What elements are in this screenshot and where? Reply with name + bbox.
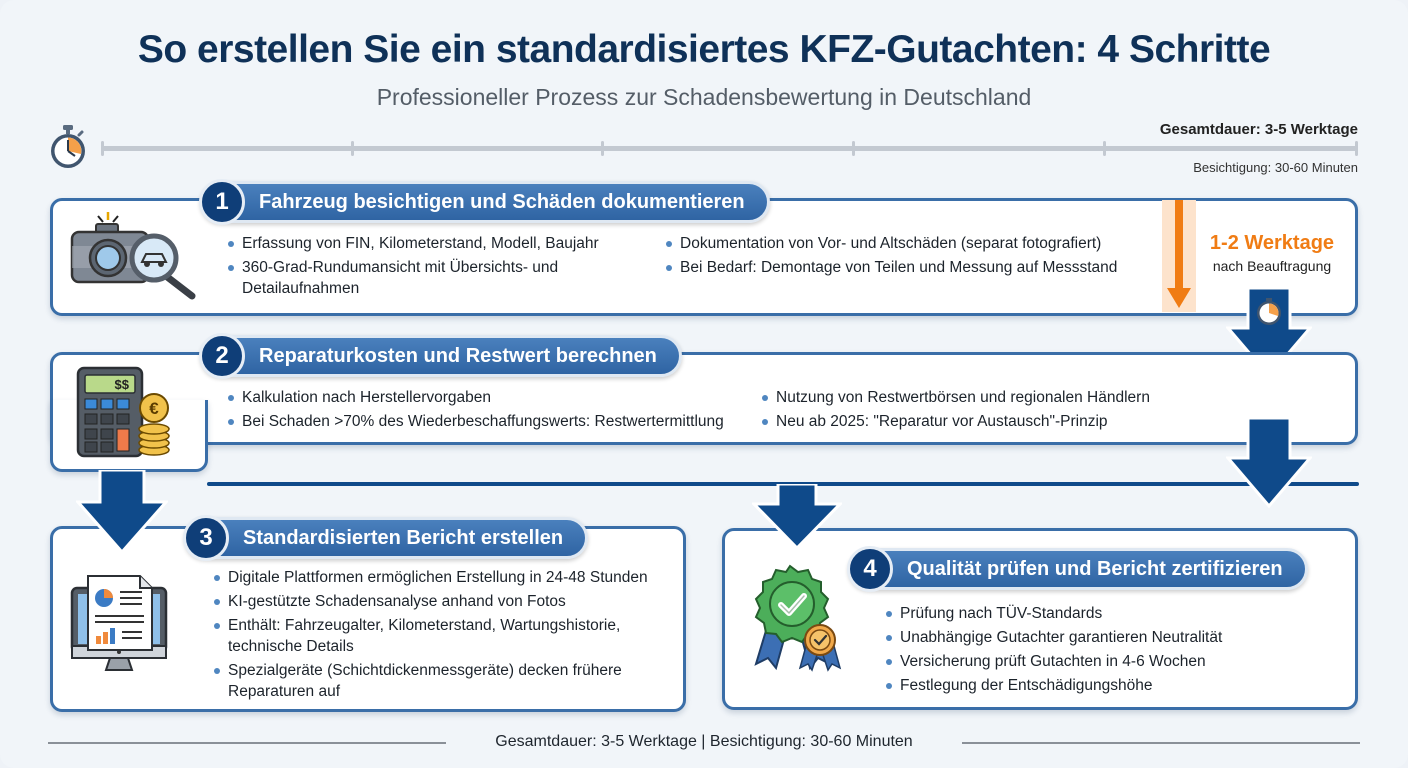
- bullet-item: Bei Schaden >70% des Wiederbeschaffungswerts: Restwertermittlung: [226, 411, 766, 432]
- step-1-header: [200, 181, 770, 223]
- bullet-item: Digitale Plattformen ermöglichen Erstellung in 24-48 Stunden: [212, 567, 682, 588]
- step-2-bullets-left: [226, 387, 766, 435]
- step-1-duration: 1-2 Werktage: [1209, 232, 1335, 254]
- step-3-header: [184, 517, 588, 559]
- bullet-item: Neu ab 2025: "Reparatur vor Austausch"-Prinzip: [760, 411, 1260, 432]
- bullet-item: Versicherung prüft Gutachten in 4-6 Wochen: [884, 651, 1344, 672]
- step-3-bullets: [212, 567, 682, 705]
- timeline-tick: [1355, 141, 1358, 156]
- svg-text:$$: $$: [114, 377, 129, 392]
- timeline-bar: [101, 146, 1358, 151]
- calculator-coins-icon: [76, 366, 172, 465]
- bullet-item: Erfassung von FIN, Kilometerstand, Modell, Baujahr: [226, 233, 656, 254]
- bullet-item: Dokumentation von Vor- und Altschäden (separat fotografiert): [664, 233, 1154, 254]
- step-1-bullets-left: [226, 233, 656, 302]
- stopwatch-icon: [48, 124, 88, 170]
- step-1-number: 1: [199, 179, 245, 225]
- step-4-title: Qualität prüfen und Bericht zertifizieren: [907, 557, 1283, 580]
- bullet-item: Festlegung der Entschädigungshöhe: [884, 675, 1344, 696]
- bullet-item: Enthält: Fahrzeugalter, Kilometerstand, Wartungshistorie, technische Details: [212, 615, 682, 657]
- step-1-title: Fahrzeug besichtigen und Schäden dokumentieren: [259, 190, 745, 213]
- bullet-item: 360-Grad-Rundumansicht mit Übersichts- und Detailaufnahmen: [226, 257, 586, 299]
- timeline-tick: [852, 141, 855, 156]
- step-1-duration-note: nach Beauftragung: [1212, 258, 1332, 274]
- step-4-header: [848, 548, 1308, 590]
- flow-arrow-down-overlay-icon: [76, 470, 168, 559]
- step-4-bullets: [884, 603, 1344, 699]
- bullet-item: Kalkulation nach Herstellervorgaben: [226, 387, 766, 408]
- page-title: So erstellen Sie ein standardisiertes KFZ-Gutachten: 4 Schritte: [137, 28, 1271, 71]
- step-2-header: [200, 335, 682, 377]
- step-2-title: Reparaturkosten und Restwert berechnen: [259, 344, 657, 367]
- bullet-item: Nutzung von Restwertbörsen und regionalen Händlern: [760, 387, 1260, 408]
- step-2-bullets-right: [760, 387, 1260, 435]
- certificate-badge-icon: [748, 564, 844, 679]
- step-3-number: 3: [183, 515, 229, 561]
- step-2-number: 2: [199, 333, 245, 379]
- step-3-title: Standardisierten Bericht erstellen: [243, 526, 564, 549]
- camera-magnifier-icon: [68, 208, 200, 305]
- flow-arrow-down-overlay-icon: [752, 484, 842, 555]
- svg-text:€: €: [149, 399, 159, 418]
- footer-summary-text: Gesamtdauer: 3-5 Werktage | Besichtigung: 30-60 Minuten: [477, 733, 930, 750]
- footer-summary: [0, 733, 1408, 751]
- report-monitor-icon: [70, 574, 170, 679]
- timeline-total-duration: Gesamtdauer: 3-5 Werktage: [1159, 121, 1358, 138]
- flow-arrow-down-icon: [1226, 416, 1312, 513]
- bullet-item: KI-gestützte Schadensanalyse anhand von Fotos: [212, 591, 682, 612]
- timeline-tick: [601, 141, 604, 156]
- page-subtitle: Professioneller Prozess zur Schadensbewertung in Deutschland: [376, 84, 1032, 110]
- timeline-inspection-duration: Besichtigung: 30-60 Minuten: [1193, 160, 1358, 175]
- timeline-tick: [101, 141, 104, 156]
- bullet-item: Unabhängige Gutachter garantieren Neutralität: [884, 627, 1344, 648]
- timeline-tick: [351, 141, 354, 156]
- orange-arrow-down-icon: [1167, 200, 1191, 317]
- bullet-item: Spezialgeräte (Schichtdickenmessgeräte) decken frühere Reparaturen auf: [212, 660, 682, 702]
- timeline-tick: [1103, 141, 1106, 156]
- bullet-item: Bei Bedarf: Demontage von Teilen und Messung auf Messstand: [664, 257, 1154, 278]
- step-1-bullets-right: [664, 233, 1154, 281]
- bullet-item: Prüfung nach TÜV-Standards: [884, 603, 1344, 624]
- step-4-number: 4: [847, 546, 893, 592]
